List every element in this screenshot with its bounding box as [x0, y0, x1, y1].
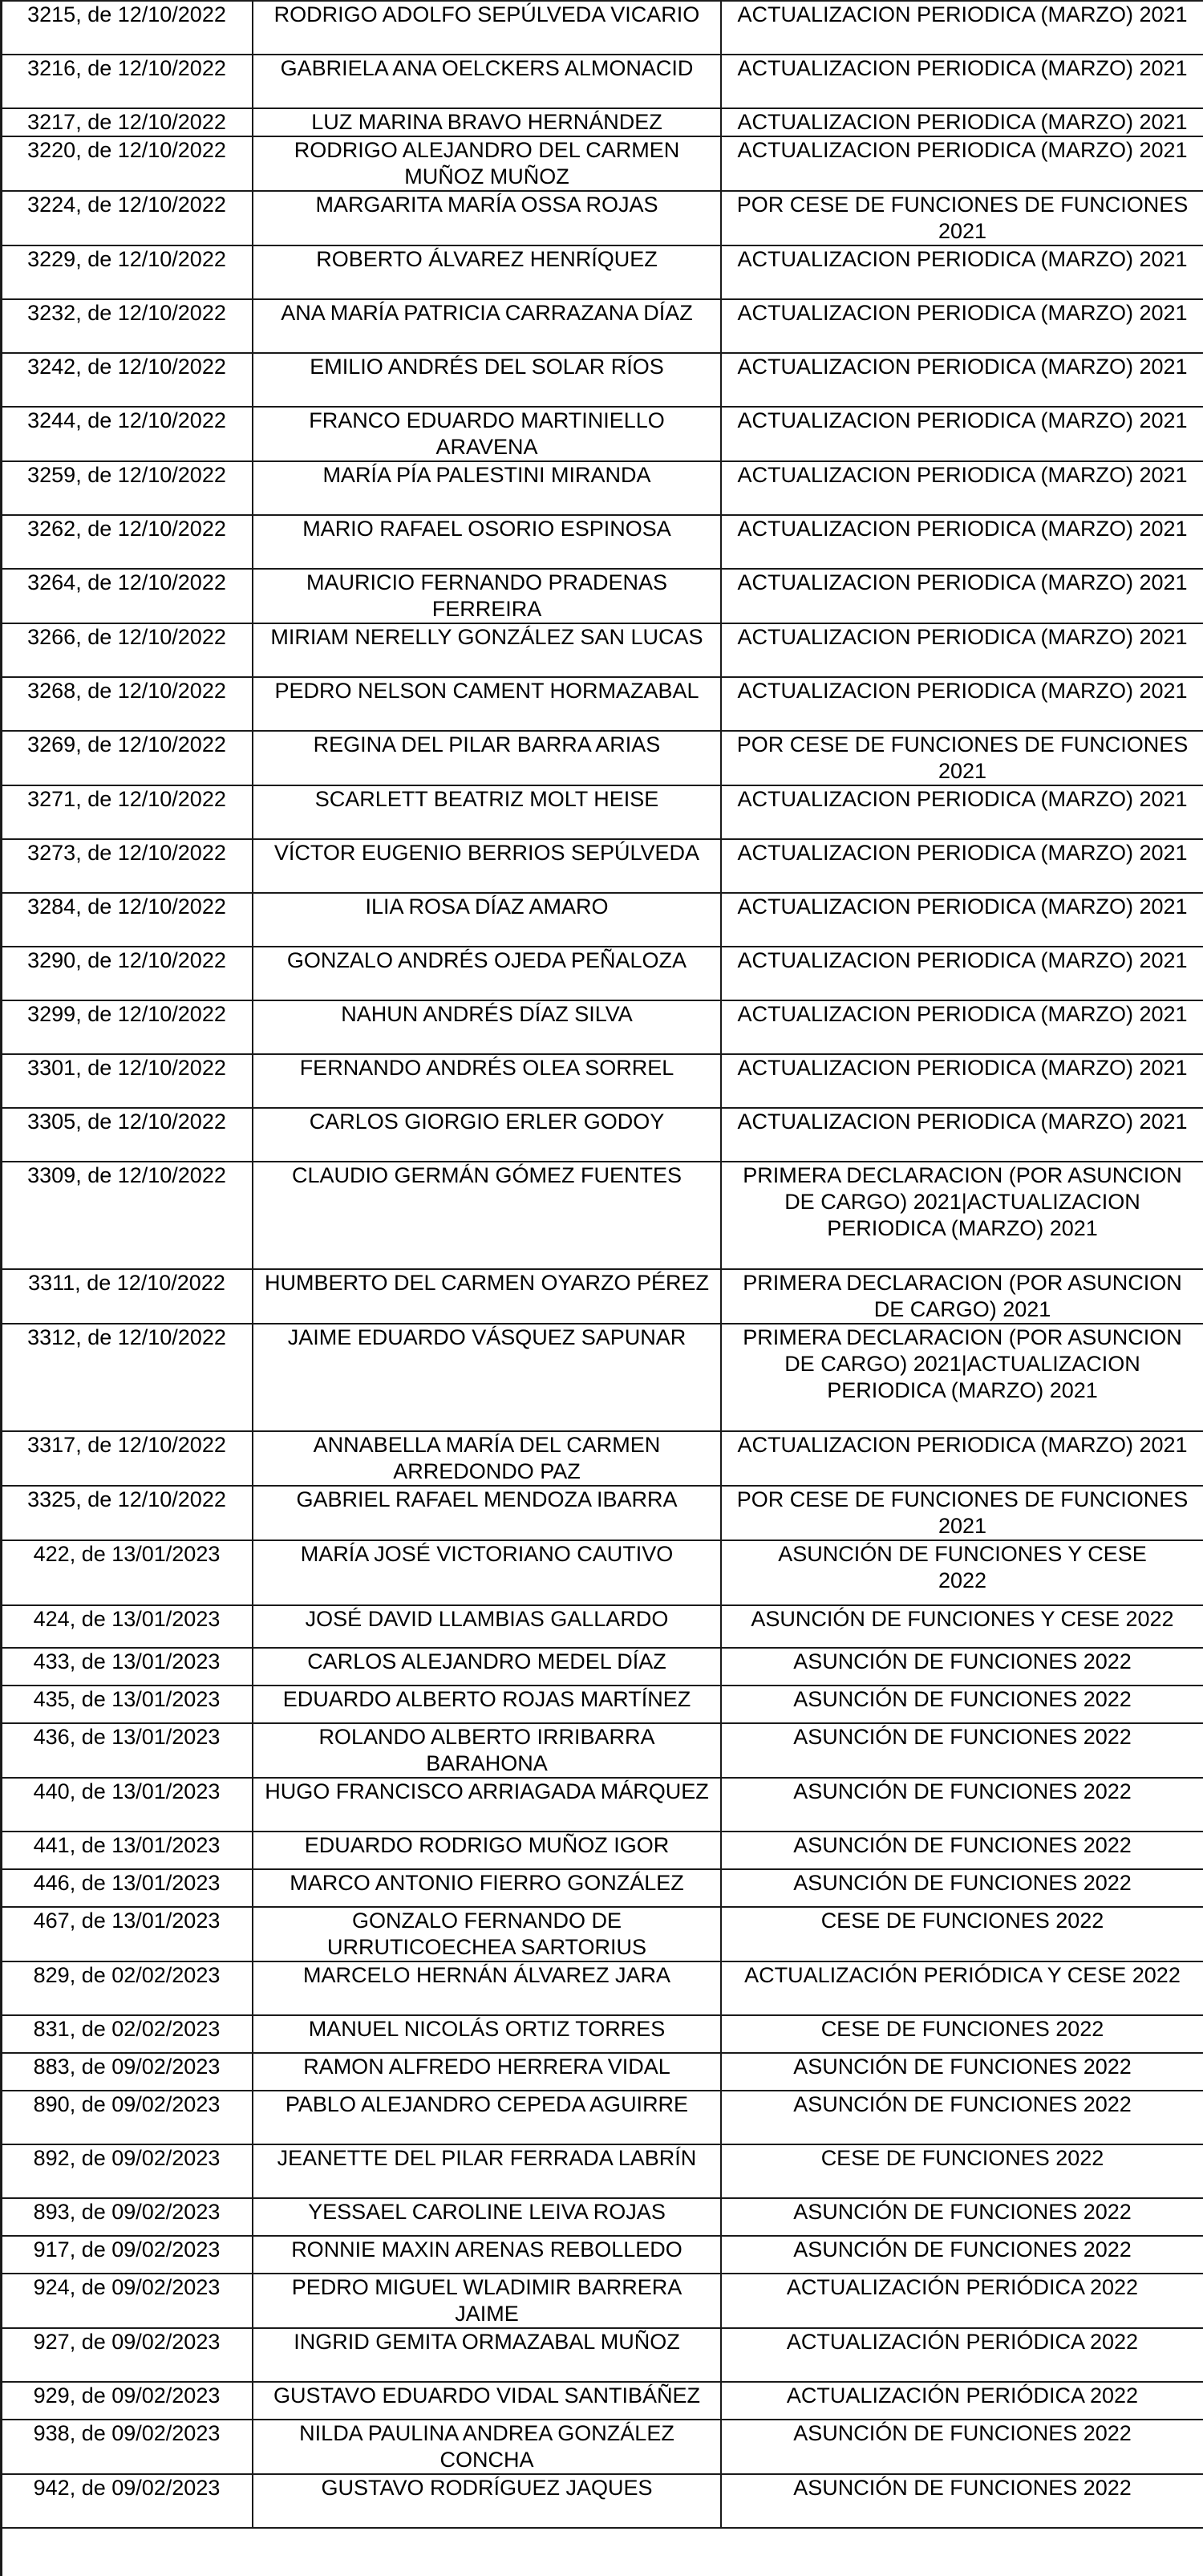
declaration-type-cell: PRIMERA DECLARACION (POR ASUNCION DE CARGO) 2021: [721, 1269, 1203, 1324]
name-cell: FERNANDO ANDRÉS OLEA SORREL: [253, 1054, 721, 1108]
declaration-type-cell: ACTUALIZACION PERIODICA (MARZO) 2021: [721, 839, 1203, 893]
resolution-cell: 3262, de 12/10/2022: [1, 515, 253, 569]
resolution-cell: 436, de 13/01/2023: [1, 1723, 253, 1778]
resolution-cell: 3325, de 12/10/2022: [1, 1486, 253, 1540]
resolution-cell: 3299, de 12/10/2022: [1, 1000, 253, 1054]
name-cell: MANUEL NICOLÁS ORTIZ TORRES: [253, 2015, 721, 2053]
table-row: [1, 1648, 1203, 1686]
table-row: [1, 2015, 1203, 2053]
declaration-type-cell: ASUNCIÓN DE FUNCIONES 2022: [721, 2474, 1203, 2528]
name-cell: SCARLETT BEATRIZ MOLT HEISE: [253, 785, 721, 839]
name-cell: PABLO ALEJANDRO CEPEDA AGUIRRE: [253, 2091, 721, 2144]
resolution-cell: 446, de 13/01/2023: [1, 1869, 253, 1907]
table-row: [1, 245, 1203, 299]
declaration-type-cell: ACTUALIZACION PERIODICA (MARZO) 2021: [721, 1054, 1203, 1108]
declaration-type-cell: PRIMERA DECLARACION (POR ASUNCION DE CARGO) 2021|ACTUALIZACION PERIODICA (MARZO) 2021: [721, 1162, 1203, 1269]
declaration-type-cell: ACTUALIZACION PERIODICA (MARZO) 2021: [721, 55, 1203, 108]
resolution-cell: 3312, de 12/10/2022: [1, 1324, 253, 1431]
table-row: [1, 1000, 1203, 1054]
table-row: [1, 461, 1203, 515]
declaration-type-cell: ASUNCIÓN DE FUNCIONES 2022: [721, 1869, 1203, 1907]
resolution-cell: 3215, de 12/10/2022: [1, 1, 253, 55]
table-row: [1, 569, 1203, 623]
table-row: [1, 108, 1203, 136]
table-row: [1, 2382, 1203, 2420]
resolution-cell: 3224, de 12/10/2022: [1, 191, 253, 245]
name-cell: PEDRO NELSON CAMENT HORMAZABAL: [253, 677, 721, 731]
declaration-type-cell: POR CESE DE FUNCIONES DE FUNCIONES 2021: [721, 1486, 1203, 1540]
resolution-cell: 829, de 02/02/2023: [1, 1961, 253, 2015]
resolution-cell: 917, de 09/02/2023: [1, 2236, 253, 2274]
table-row: [1, 623, 1203, 677]
declaration-type-cell: ACTUALIZACION PERIODICA (MARZO) 2021: [721, 1000, 1203, 1054]
resolution-cell: 3229, de 12/10/2022: [1, 245, 253, 299]
resolution-cell: 3290, de 12/10/2022: [1, 947, 253, 1000]
declaration-type-cell: ASUNCIÓN DE FUNCIONES Y CESE 2022: [721, 1540, 1203, 1605]
records-table-body: [1, 1, 1203, 2528]
table-row: [1, 1778, 1203, 1832]
name-cell: RAMON ALFREDO HERRERA VIDAL: [253, 2053, 721, 2091]
name-cell: INGRID GEMITA ORMAZABAL MUÑOZ: [253, 2328, 721, 2382]
name-cell: MAURICIO FERNANDO PRADENAS FERREIRA: [253, 569, 721, 623]
name-cell: ILIA ROSA DÍAZ AMARO: [253, 893, 721, 947]
table-left-border: [0, 0, 2, 2576]
declaration-type-cell: ACTUALIZACIÓN PERIÓDICA Y CESE 2022: [721, 1961, 1203, 2015]
table-row: [1, 1054, 1203, 1108]
resolution-cell: 3266, de 12/10/2022: [1, 623, 253, 677]
name-cell: ROBERTO ÁLVAREZ HENRÍQUEZ: [253, 245, 721, 299]
declaration-type-cell: ACTUALIZACION PERIODICA (MARZO) 2021: [721, 245, 1203, 299]
table-row: [1, 1907, 1203, 1961]
declaration-type-cell: ASUNCIÓN DE FUNCIONES 2022: [721, 2198, 1203, 2236]
resolution-cell: 3311, de 12/10/2022: [1, 1269, 253, 1324]
declaration-type-cell: ACTUALIZACION PERIODICA (MARZO) 2021: [721, 1108, 1203, 1162]
name-cell: REGINA DEL PILAR BARRA ARIAS: [253, 731, 721, 785]
name-cell: MARCO ANTONIO FIERRO GONZÁLEZ: [253, 1869, 721, 1907]
name-cell: GUSTAVO EDUARDO VIDAL SANTIBÁÑEZ: [253, 2382, 721, 2420]
table-row: [1, 1832, 1203, 1869]
table-row: [1, 947, 1203, 1000]
resolution-cell: 3242, de 12/10/2022: [1, 353, 253, 407]
table-row: [1, 1431, 1203, 1486]
table-row: [1, 1961, 1203, 2015]
table-row: [1, 2328, 1203, 2382]
declaration-type-cell: ASUNCIÓN DE FUNCIONES 2022: [721, 1723, 1203, 1778]
declaration-type-cell: ACTUALIZACION PERIODICA (MARZO) 2021: [721, 136, 1203, 191]
declaration-type-cell: ASUNCIÓN DE FUNCIONES Y CESE 2022: [721, 1605, 1203, 1648]
declaration-type-cell: POR CESE DE FUNCIONES DE FUNCIONES 2021: [721, 191, 1203, 245]
resolution-cell: 883, de 09/02/2023: [1, 2053, 253, 2091]
name-cell: JOSÉ DAVID LLAMBIAS GALLARDO: [253, 1605, 721, 1648]
name-cell: EDUARDO RODRIGO MUÑOZ IGOR: [253, 1832, 721, 1869]
name-cell: ANA MARÍA PATRICIA CARRAZANA DÍAZ: [253, 299, 721, 353]
table-row: [1, 1324, 1203, 1431]
resolution-cell: 3268, de 12/10/2022: [1, 677, 253, 731]
resolution-cell: 3317, de 12/10/2022: [1, 1431, 253, 1486]
name-cell: NAHUN ANDRÉS DÍAZ SILVA: [253, 1000, 721, 1054]
declaration-type-cell: ACTUALIZACIÓN PERIÓDICA 2022: [721, 2382, 1203, 2420]
name-cell: MIRIAM NERELLY GONZÁLEZ SAN LUCAS: [253, 623, 721, 677]
table-row: [1, 353, 1203, 407]
name-cell: EDUARDO ALBERTO ROJAS MARTÍNEZ: [253, 1686, 721, 1723]
resolution-cell: 435, de 13/01/2023: [1, 1686, 253, 1723]
table-row: [1, 1486, 1203, 1540]
table-row: [1, 1269, 1203, 1324]
declaration-type-cell: ACTUALIZACION PERIODICA (MARZO) 2021: [721, 353, 1203, 407]
resolution-cell: 929, de 09/02/2023: [1, 2382, 253, 2420]
name-cell: JAIME EDUARDO VÁSQUEZ SAPUNAR: [253, 1324, 721, 1431]
table-row: [1, 2198, 1203, 2236]
name-cell: ROLANDO ALBERTO IRRIBARRA BARAHONA: [253, 1723, 721, 1778]
resolution-cell: 3269, de 12/10/2022: [1, 731, 253, 785]
resolution-cell: 831, de 02/02/2023: [1, 2015, 253, 2053]
resolution-cell: 3232, de 12/10/2022: [1, 299, 253, 353]
name-cell: VÍCTOR EUGENIO BERRIOS SEPÚLVEDA: [253, 839, 721, 893]
declaration-type-cell: ACTUALIZACION PERIODICA (MARZO) 2021: [721, 893, 1203, 947]
name-cell: CARLOS ALEJANDRO MEDEL DÍAZ: [253, 1648, 721, 1686]
resolution-cell: 924, de 09/02/2023: [1, 2274, 253, 2328]
resolution-cell: 440, de 13/01/2023: [1, 1778, 253, 1832]
name-cell: MARÍA JOSÉ VICTORIANO CAUTIVO: [253, 1540, 721, 1605]
name-cell: PEDRO MIGUEL WLADIMIR BARRERA JAIME: [253, 2274, 721, 2328]
name-cell: GABRIEL RAFAEL MENDOZA IBARRA: [253, 1486, 721, 1540]
table-row: [1, 785, 1203, 839]
declaration-type-cell: ACTUALIZACION PERIODICA (MARZO) 2021: [721, 677, 1203, 731]
name-cell: LUZ MARINA BRAVO HERNÁNDEZ: [253, 108, 721, 136]
name-cell: YESSAEL CAROLINE LEIVA ROJAS: [253, 2198, 721, 2236]
resolution-cell: 3273, de 12/10/2022: [1, 839, 253, 893]
declaration-type-cell: ACTUALIZACION PERIODICA (MARZO) 2021: [721, 108, 1203, 136]
declaration-type-cell: ASUNCIÓN DE FUNCIONES 2022: [721, 1686, 1203, 1723]
declaration-type-cell: ASUNCIÓN DE FUNCIONES 2022: [721, 1648, 1203, 1686]
resolution-cell: 3305, de 12/10/2022: [1, 1108, 253, 1162]
declaration-type-cell: CESE DE FUNCIONES 2022: [721, 2015, 1203, 2053]
declaration-type-cell: ASUNCIÓN DE FUNCIONES 2022: [721, 1778, 1203, 1832]
resolution-cell: 424, de 13/01/2023: [1, 1605, 253, 1648]
table-row: [1, 893, 1203, 947]
name-cell: RODRIGO ADOLFO SEPÚLVEDA VICARIO: [253, 1, 721, 55]
declaration-type-cell: ASUNCIÓN DE FUNCIONES 2022: [721, 2236, 1203, 2274]
table-row: [1, 2420, 1203, 2474]
name-cell: FRANCO EDUARDO MARTINIELLO ARAVENA: [253, 407, 721, 461]
table-row: [1, 2474, 1203, 2528]
declaration-type-cell: ACTUALIZACION PERIODICA (MARZO) 2021: [721, 299, 1203, 353]
table-row: [1, 677, 1203, 731]
table-row: [1, 839, 1203, 893]
table-row: [1, 2144, 1203, 2198]
resolution-cell: 441, de 13/01/2023: [1, 1832, 253, 1869]
declaration-type-cell: ACTUALIZACION PERIODICA (MARZO) 2021: [721, 1431, 1203, 1486]
resolution-cell: 422, de 13/01/2023: [1, 1540, 253, 1605]
declaration-type-cell: PRIMERA DECLARACION (POR ASUNCION DE CARGO) 2021|ACTUALIZACION PERIODICA (MARZO) 2021: [721, 1324, 1203, 1431]
declaration-type-cell: ASUNCIÓN DE FUNCIONES 2022: [721, 2091, 1203, 2144]
declaration-type-cell: ACTUALIZACION PERIODICA (MARZO) 2021: [721, 623, 1203, 677]
table-row: [1, 1723, 1203, 1778]
resolution-cell: 3284, de 12/10/2022: [1, 893, 253, 947]
name-cell: MARIO RAFAEL OSORIO ESPINOSA: [253, 515, 721, 569]
name-cell: HUMBERTO DEL CARMEN OYARZO PÉREZ: [253, 1269, 721, 1324]
table-row: [1, 2091, 1203, 2144]
name-cell: HUGO FRANCISCO ARRIAGADA MÁRQUEZ: [253, 1778, 721, 1832]
table-row: [1, 1869, 1203, 1907]
declaration-type-cell: ACTUALIZACIÓN PERIÓDICA 2022: [721, 2274, 1203, 2328]
declaration-type-cell: CESE DE FUNCIONES 2022: [721, 1907, 1203, 1961]
resolution-cell: 3264, de 12/10/2022: [1, 569, 253, 623]
resolution-cell: 3301, de 12/10/2022: [1, 1054, 253, 1108]
resolution-cell: 433, de 13/01/2023: [1, 1648, 253, 1686]
resolution-cell: 3217, de 12/10/2022: [1, 108, 253, 136]
declaration-type-cell: ACTUALIZACION PERIODICA (MARZO) 2021: [721, 461, 1203, 515]
name-cell: NILDA PAULINA ANDREA GONZÁLEZ CONCHA: [253, 2420, 721, 2474]
table-row: [1, 1, 1203, 55]
table-row: [1, 731, 1203, 785]
resolution-cell: 942, de 09/02/2023: [1, 2474, 253, 2528]
table-row: [1, 191, 1203, 245]
declaration-type-cell: ACTUALIZACION PERIODICA (MARZO) 2021: [721, 785, 1203, 839]
table-row: [1, 2274, 1203, 2328]
table-row: [1, 1108, 1203, 1162]
name-cell: RODRIGO ALEJANDRO DEL CARMEN MUÑOZ MUÑOZ: [253, 136, 721, 191]
table-row: [1, 299, 1203, 353]
resolution-cell: 3259, de 12/10/2022: [1, 461, 253, 515]
resolution-cell: 3309, de 12/10/2022: [1, 1162, 253, 1269]
table-row: [1, 1686, 1203, 1723]
declaration-type-cell: ACTUALIZACIÓN PERIÓDICA 2022: [721, 2328, 1203, 2382]
declaration-type-cell: CESE DE FUNCIONES 2022: [721, 2144, 1203, 2198]
name-cell: CLAUDIO GERMÁN GÓMEZ FUENTES: [253, 1162, 721, 1269]
declaration-type-cell: ACTUALIZACION PERIODICA (MARZO) 2021: [721, 515, 1203, 569]
resolution-cell: 892, de 09/02/2023: [1, 2144, 253, 2198]
declaration-type-cell: ASUNCIÓN DE FUNCIONES 2022: [721, 1832, 1203, 1869]
name-cell: MARCELO HERNÁN ÁLVAREZ JARA: [253, 1961, 721, 2015]
resolution-cell: 927, de 09/02/2023: [1, 2328, 253, 2382]
name-cell: JEANETTE DEL PILAR FERRADA LABRÍN: [253, 2144, 721, 2198]
table-row: [1, 1605, 1203, 1648]
name-cell: CARLOS GIORGIO ERLER GODOY: [253, 1108, 721, 1162]
declaration-type-cell: POR CESE DE FUNCIONES DE FUNCIONES 2021: [721, 731, 1203, 785]
declaration-type-cell: ACTUALIZACION PERIODICA (MARZO) 2021: [721, 569, 1203, 623]
name-cell: ANNABELLA MARÍA DEL CARMEN ARREDONDO PAZ: [253, 1431, 721, 1486]
name-cell: MARÍA PÍA PALESTINI MIRANDA: [253, 461, 721, 515]
resolution-cell: 467, de 13/01/2023: [1, 1907, 253, 1961]
table-row: [1, 2053, 1203, 2091]
table-row: [1, 407, 1203, 461]
resolution-cell: 3216, de 12/10/2022: [1, 55, 253, 108]
resolution-cell: 893, de 09/02/2023: [1, 2198, 253, 2236]
name-cell: EMILIO ANDRÉS DEL SOLAR RÍOS: [253, 353, 721, 407]
name-cell: RONNIE MAXIN ARENAS REBOLLEDO: [253, 2236, 721, 2274]
name-cell: GABRIELA ANA OELCKERS ALMONACID: [253, 55, 721, 108]
table-row: [1, 515, 1203, 569]
name-cell: GUSTAVO RODRÍGUEZ JAQUES: [253, 2474, 721, 2528]
table-row: [1, 1540, 1203, 1605]
resolution-cell: 3244, de 12/10/2022: [1, 407, 253, 461]
name-cell: GONZALO ANDRÉS OJEDA PEÑALOZA: [253, 947, 721, 1000]
name-cell: MARGARITA MARÍA OSSA ROJAS: [253, 191, 721, 245]
table-row: [1, 1162, 1203, 1269]
declaration-type-cell: ASUNCIÓN DE FUNCIONES 2022: [721, 2420, 1203, 2474]
resolution-cell: 3220, de 12/10/2022: [1, 136, 253, 191]
resolution-cell: 938, de 09/02/2023: [1, 2420, 253, 2474]
declaration-type-cell: ACTUALIZACION PERIODICA (MARZO) 2021: [721, 947, 1203, 1000]
declaration-type-cell: ASUNCIÓN DE FUNCIONES 2022: [721, 2053, 1203, 2091]
resolution-cell: 3271, de 12/10/2022: [1, 785, 253, 839]
resolution-cell: 890, de 09/02/2023: [1, 2091, 253, 2144]
table-row: [1, 2236, 1203, 2274]
declaration-type-cell: ACTUALIZACION PERIODICA (MARZO) 2021: [721, 1, 1203, 55]
name-cell: GONZALO FERNANDO DE URRUTICOECHEA SARTORIUS: [253, 1907, 721, 1961]
table-row: [1, 136, 1203, 191]
declaration-type-cell: ACTUALIZACION PERIODICA (MARZO) 2021: [721, 407, 1203, 461]
table-row: [1, 55, 1203, 108]
